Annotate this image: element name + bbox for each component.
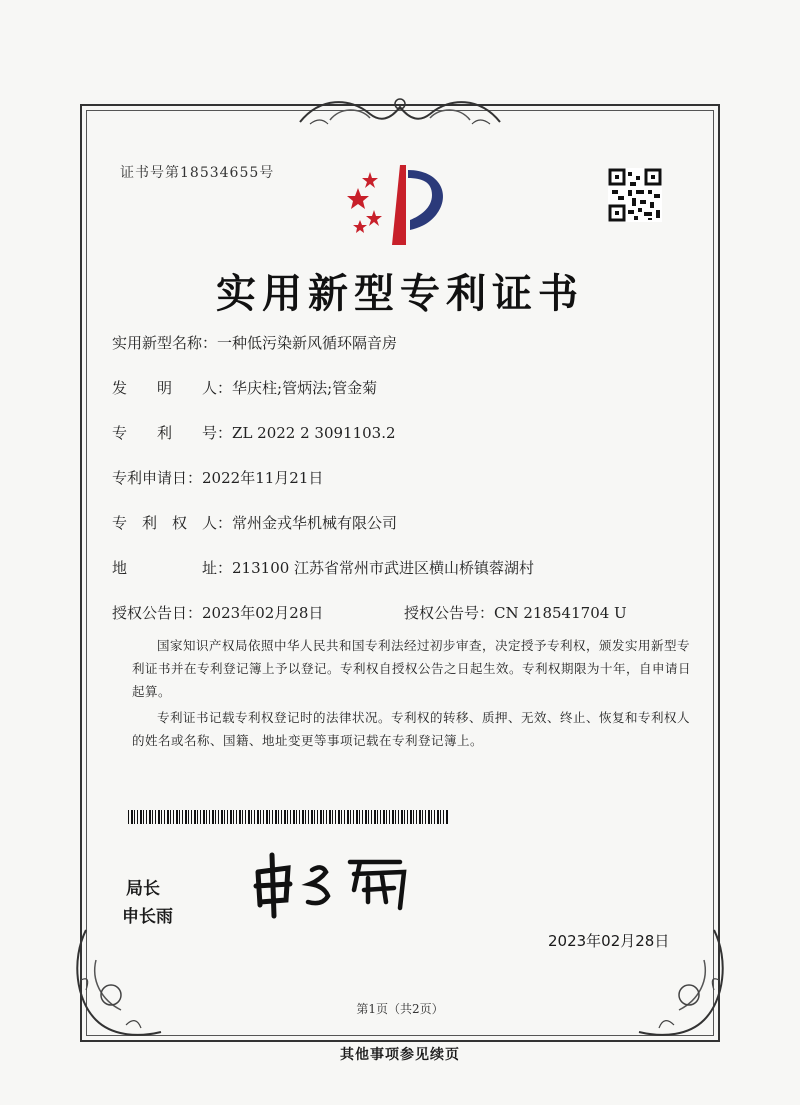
patent-number-value: ZL 2022 2 3091103.2 [232, 424, 396, 442]
grant-date-value: 2023年02月28日 [202, 604, 324, 622]
utility-model-name-label: 实用新型名称： [112, 334, 218, 352]
utility-model-name-value: 一种低污染新风循环隔音房 [217, 334, 398, 352]
director-signature-icon [250, 850, 420, 920]
filing-date-row [112, 467, 323, 488]
grant-date-row [112, 602, 323, 623]
certificate-number: 证书号第18534655号 [120, 165, 275, 181]
utility-model-name-row [112, 332, 397, 353]
barcode-icon [128, 810, 448, 824]
signature-date: 2023年02月28日 [548, 932, 670, 950]
filing-date-label: 专利申请日： [112, 469, 203, 487]
address-row [112, 557, 534, 578]
grant-number-row [404, 602, 627, 623]
grant-number-label: 授权公告号： [404, 604, 495, 622]
address-value: 213100 江苏省常州市武进区横山桥镇蓉湖村 [232, 559, 535, 577]
continuation-note: 其他事项参见续页 [340, 1047, 460, 1063]
grant-number-value: CN 218541704 U [494, 604, 627, 622]
bureau-director-name: 申长雨 [122, 907, 173, 927]
inventor-value: 华庆柱;管炳法;管金菊 [232, 379, 378, 397]
qr-code-icon [608, 168, 662, 222]
bottom-left-ornament-icon [66, 920, 176, 1050]
filing-date-value: 2022年11月21日 [202, 469, 324, 487]
patent-number-label: 专 利 号： [112, 424, 233, 442]
statement-paragraph-2: 专利证书记载专利权登记时的法律状况。专利权的转移、质押、无效、终止、恢复和专利权人的姓名或名称、国籍、地址变更等事项记载在专利登记簿上。 [132, 710, 691, 748]
grant-date-label: 授权公告日： [112, 604, 203, 622]
inventor-row [112, 377, 377, 398]
patentee-value: 常州金戎华机械有限公司 [232, 514, 398, 532]
page-number: 第1页（共2页） [356, 1002, 444, 1016]
inventor-label: 发 明 人： [112, 379, 233, 397]
statement-paragraph-1: 国家知识产权局依照中华人民共和国专利法经过初步审查，决定授予专利权，颁发实用新型专利证书并在专利登记簿上予以登记。专利权自授权公告之日起生效。专利权期限为十年，自申请日起算。 [132, 638, 692, 699]
page-title: 实用新型专利证书 [216, 270, 584, 317]
address-label: 地 址： [112, 559, 233, 577]
top-ornament-icon [290, 92, 510, 132]
cnipa-emblem-icon [340, 160, 460, 250]
bureau-director-label: 局长 [126, 879, 160, 899]
patentee-row [112, 512, 397, 533]
patent-number-row [112, 422, 396, 443]
patentee-label: 专 利 权 人： [112, 514, 233, 532]
